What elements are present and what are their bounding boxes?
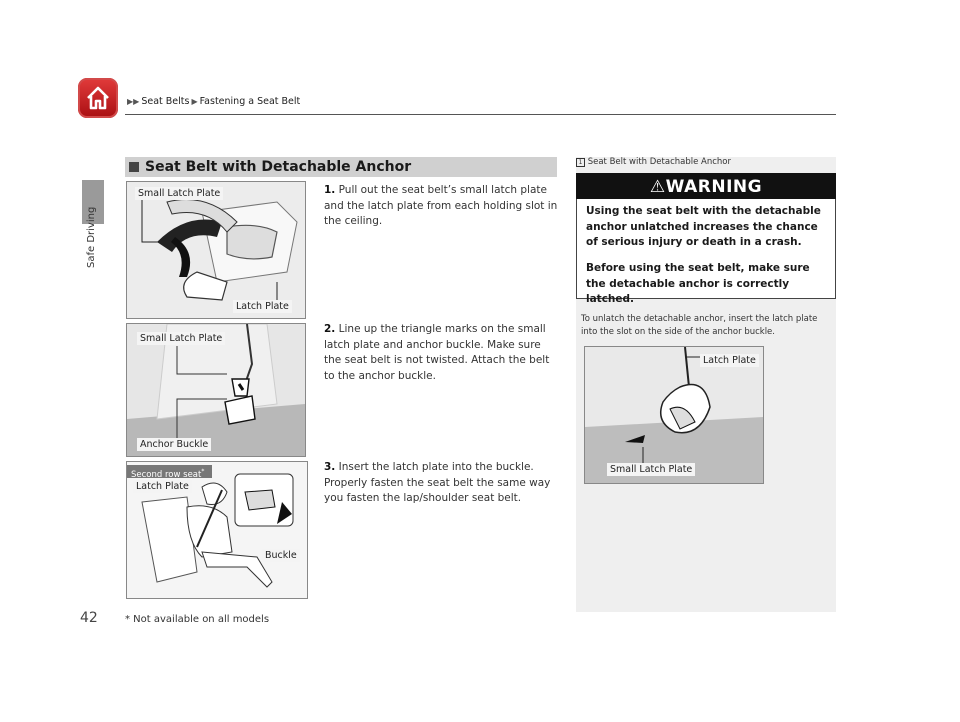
label-buckle: Buckle (262, 549, 300, 562)
home-button[interactable] (78, 78, 118, 118)
figure-second-row-seat (126, 461, 308, 599)
note-body: To unlatch the detachable anchor, insert the latch plate into the slot on the side of the anchor buckle. (581, 314, 818, 337)
breadcrumb-arrow-icon: ▶ (191, 97, 198, 106)
label-anchor-buckle: Anchor Buckle (137, 438, 211, 451)
figure-unlatch-anchor (584, 346, 764, 484)
note-marker-icon: 1 (576, 158, 585, 167)
step-text: Pull out the seat belt’s small latch plate and the latch plate from each holding slot in the ceiling. (324, 184, 558, 227)
page-number: 42 (80, 610, 98, 626)
step-number: 1. (324, 184, 336, 196)
note-title: 1 Seat Belt with Detachable Anchor (576, 157, 836, 169)
breadcrumb (125, 96, 300, 107)
label-small-latch-plate: Small Latch Plate (607, 463, 695, 476)
step-3 (324, 460, 560, 507)
figure-anchor-buckle (126, 323, 306, 457)
label-small-latch-plate: Small Latch Plate (137, 332, 225, 345)
header-rule (125, 114, 836, 115)
step-number: 3. (324, 461, 336, 473)
label-latch-plate: Latch Plate (233, 300, 292, 313)
section-label: Safe Driving (86, 206, 97, 268)
step-text: Line up the triangle marks on the small latch plate and anchor buckle. Make sure the seat belt is not twisted. Attach the belt to the anchor buckle. (324, 323, 550, 382)
warning-header: ⚠WARNING (576, 173, 836, 199)
label-latch-plate: Latch Plate (700, 354, 759, 367)
section-title: Seat Belt with Detachable Anchor (145, 159, 412, 175)
label-latch-plate: Latch Plate (133, 480, 192, 493)
warning-text-2: Before using the seat belt, make sure the detachable anchor is correctly latched. (586, 262, 810, 305)
step-1 (324, 183, 560, 230)
tag-footnote-marker: * (201, 468, 205, 475)
breadcrumb-item-fastening[interactable]: Fastening a Seat Belt (199, 96, 301, 107)
footnote: * Not available on all models (125, 614, 270, 625)
step-number: 2. (324, 323, 336, 335)
step-text: Insert the latch plate into the buckle. Properly fasten the seat belt the same way you fasten the lap/shoulder seat belt. (324, 461, 551, 504)
warning-icon: ⚠ (649, 177, 666, 197)
square-bullet-icon (129, 162, 139, 172)
figure-ceiling-slots (126, 181, 306, 319)
breadcrumb-arrow-icon: ▶▶ (127, 97, 140, 106)
illustration-ceiling-latch-plates (127, 182, 305, 318)
home-icon (84, 84, 112, 112)
label-small-latch-plate: Small Latch Plate (135, 187, 223, 200)
warning-text-1: Using the seat belt with the detachable anchor unlatched increases the chance of serious injury or death in a crash. (586, 205, 821, 248)
tag-second-row-seat: Second row seat* (127, 465, 212, 478)
step-2 (324, 322, 560, 384)
breadcrumb-item-seat-belts[interactable]: Seat Belts (141, 96, 190, 107)
section-header (125, 157, 557, 177)
